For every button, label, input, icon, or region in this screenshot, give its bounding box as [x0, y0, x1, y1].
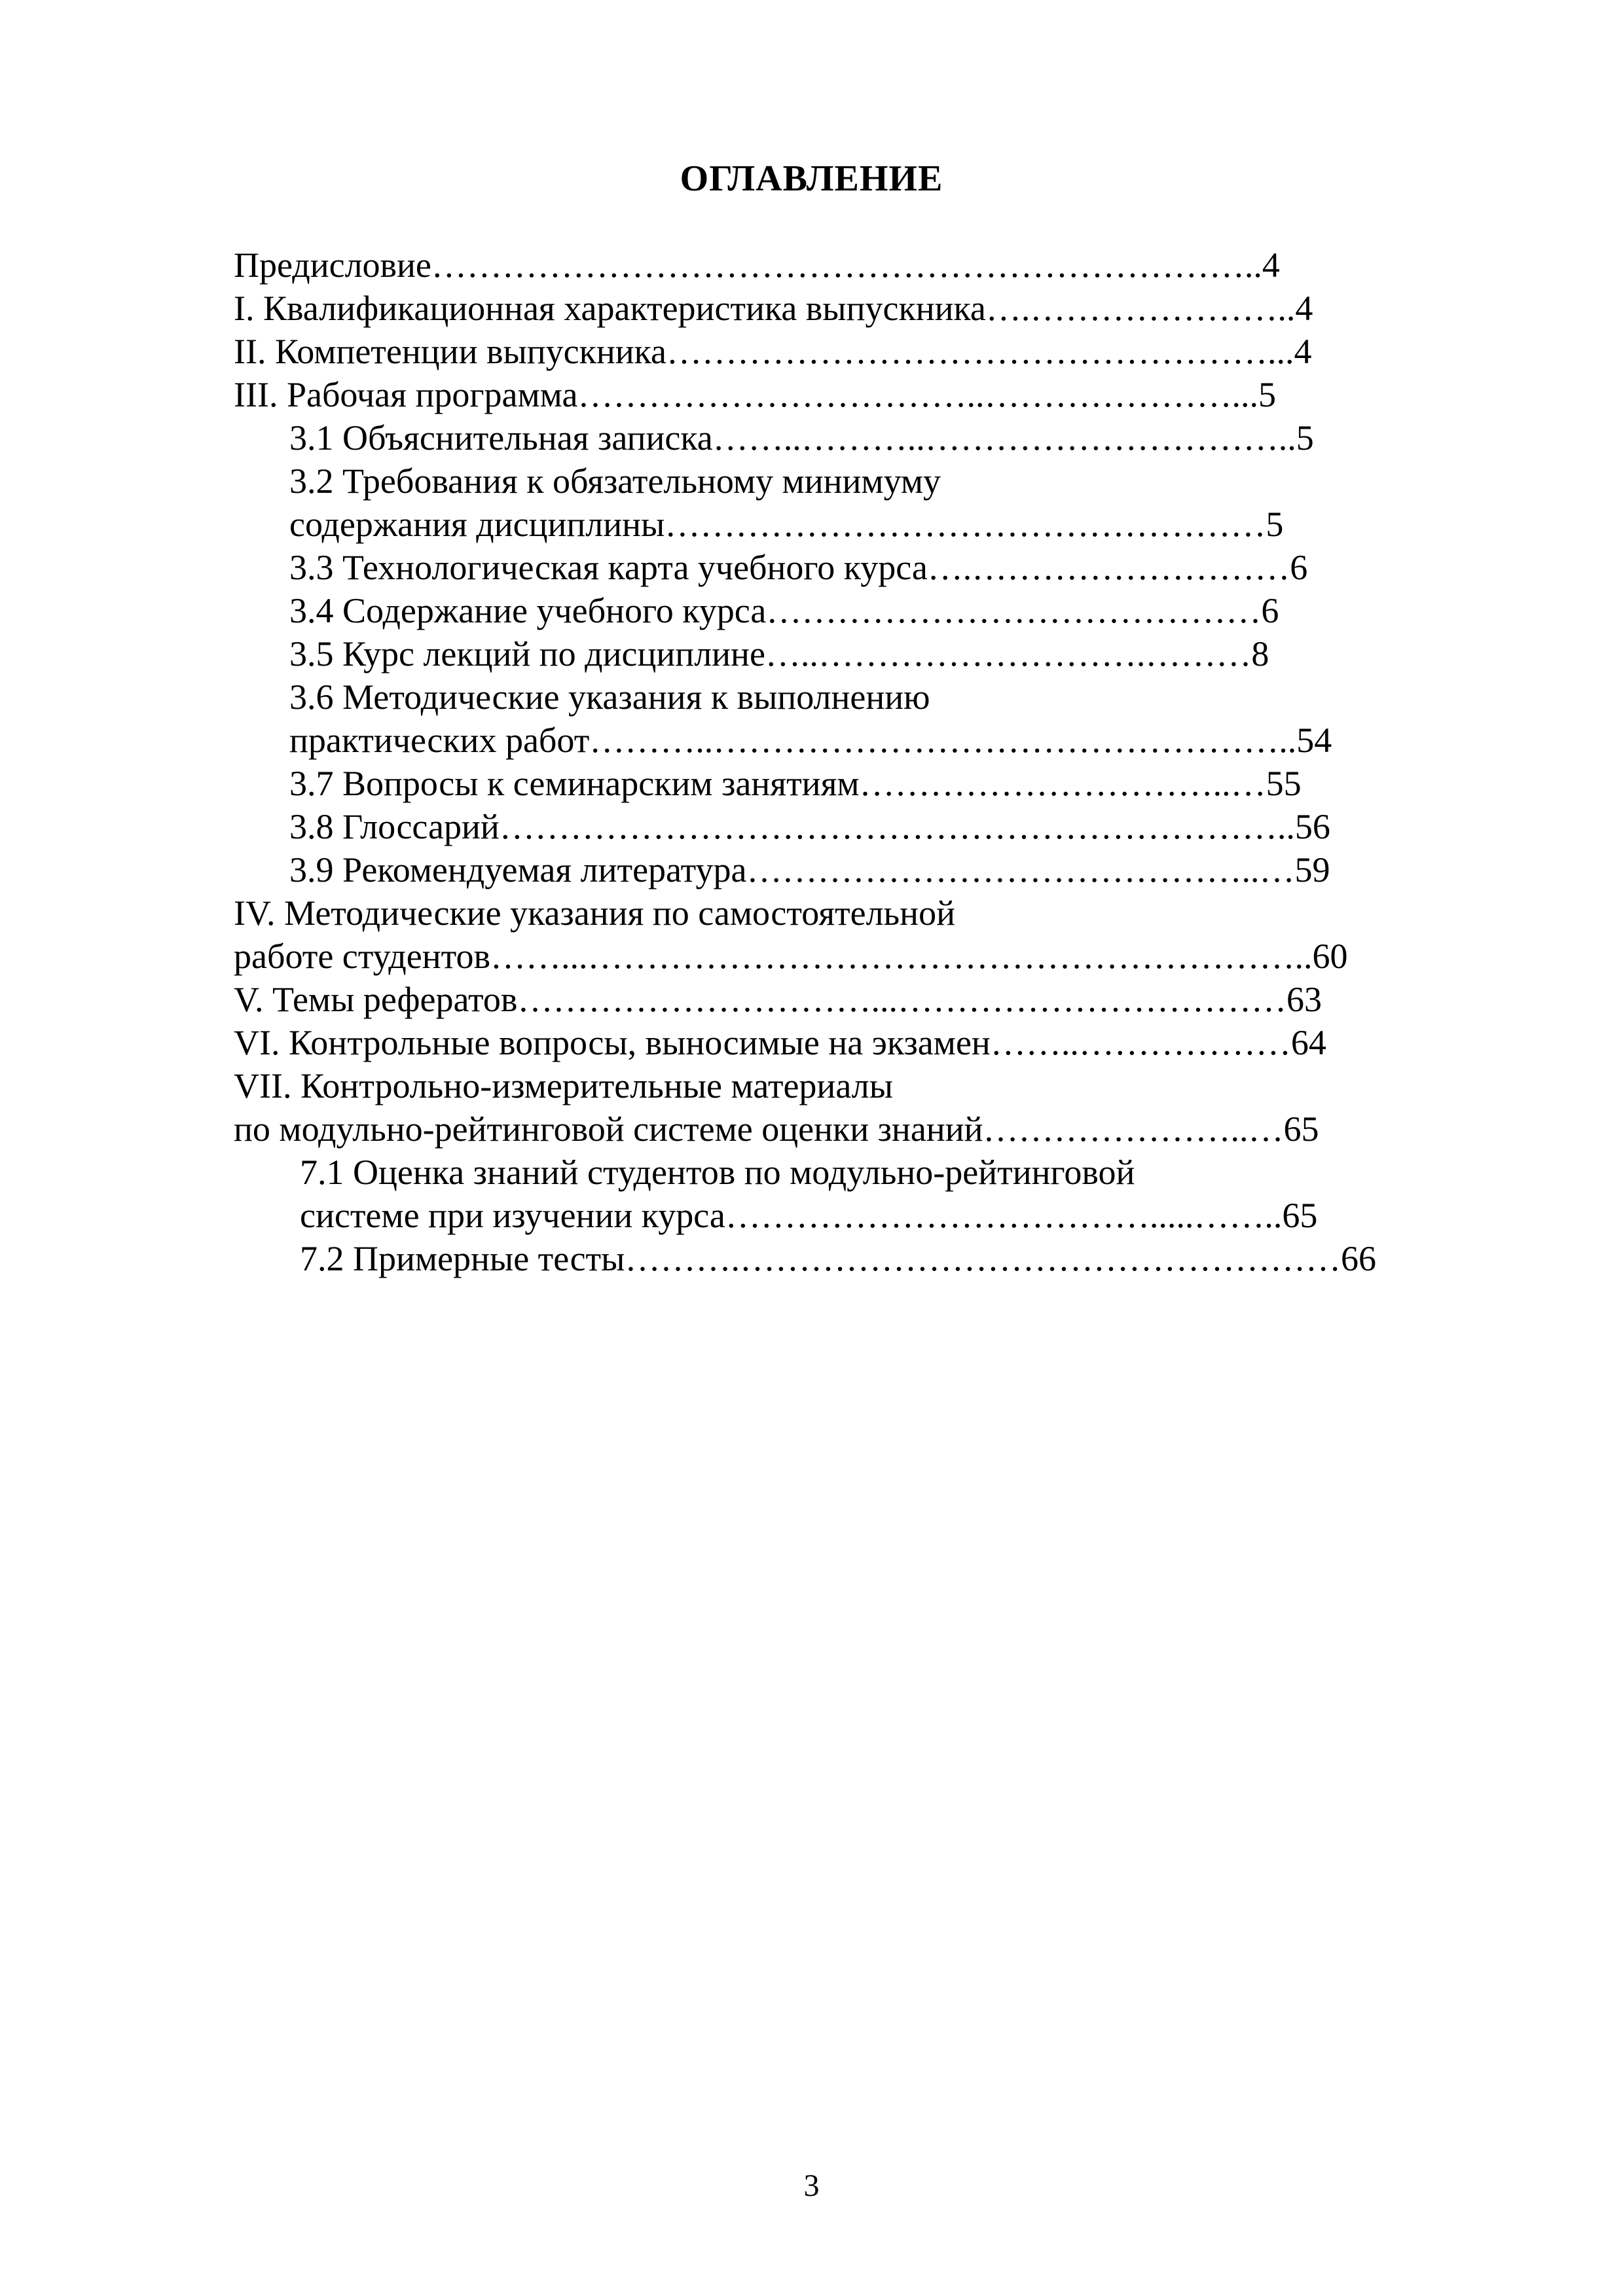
toc-entry-leader: …………………………………………… [665, 505, 1266, 544]
toc-entry-label: 3.3 Технологическая карта учебного курса [289, 548, 928, 587]
toc-entry-page: 60 [1312, 937, 1348, 976]
toc-entry-page: 5 [1258, 375, 1276, 414]
toc-entry-page: 64 [1290, 1023, 1326, 1062]
toc-entry [234, 978, 1429, 1021]
toc-entry-leader: ……………………………..…………………... [577, 375, 1258, 414]
toc-entry-label: содержания дисциплины [289, 505, 665, 544]
toc-entry [289, 762, 1429, 805]
toc-entry-page: 66 [1340, 1239, 1376, 1278]
toc-entry-leader: ….……………………… [927, 548, 1290, 587]
toc-entry-leader: ……..………..………………………….. [712, 418, 1296, 457]
toc-entry-label: Предисловие [234, 245, 431, 285]
toc-entry [289, 675, 1402, 719]
toc-entry-leader: ……………………………….....…….. [725, 1196, 1283, 1235]
toc-entry-leader: …………………..… [983, 1109, 1284, 1149]
toc-entry [234, 935, 1429, 978]
toc-entry-label: IV. Методические указания по самостоятельной [234, 893, 955, 933]
toc-entry [289, 589, 1402, 632]
toc-entry-label: I. Квалификационная характеристика выпускника [234, 289, 986, 328]
page-title: ОГЛАВЛЕНИЕ [680, 158, 943, 199]
toc-entry-page: 4 [1294, 332, 1312, 371]
toc-entry-label: системе при изучении курса [300, 1196, 725, 1235]
toc-entry-page: 65 [1283, 1109, 1319, 1149]
toc-entry [289, 459, 1402, 503]
toc-entry-label: III. Рабочая программа [234, 375, 578, 414]
toc-entry-label: 3.6 Методические указания к выполнению [289, 677, 930, 717]
toc-entry-label: 3.2 Требования к обязательному минимуму [289, 461, 941, 501]
toc-entry [234, 1107, 1429, 1151]
toc-entry-label: 3.7 Вопросы к семинарским занятиям [289, 764, 860, 803]
toc-entry [300, 1194, 1429, 1237]
toc-entry [234, 1021, 1429, 1064]
toc-entry-leader: ……..……………… [990, 1023, 1291, 1062]
toc-entry-page: 56 [1294, 807, 1330, 846]
toc-entry-page: 8 [1251, 634, 1269, 673]
toc-entry [300, 1151, 1429, 1194]
toc-entry-page: 63 [1286, 980, 1322, 1019]
toc-entry-leader: ………..………………………………………….. [589, 721, 1297, 760]
toc-entry-page: 5 [1296, 418, 1314, 457]
toc-entry-label: работе студентов [234, 937, 490, 976]
toc-entry-page: 6 [1261, 591, 1279, 630]
toc-entry [289, 848, 1429, 891]
toc-entry [289, 503, 1402, 546]
toc-entry-label: 3.9 Рекомендуемая литература [289, 850, 747, 889]
toc-entry-leader: ………………………………………………………….. [499, 807, 1295, 846]
toc-entry-leader: ……….…………………………………………… [625, 1239, 1341, 1278]
toc-entry [289, 416, 1402, 459]
toc-entry-leader: …………………………………………………………….. [431, 245, 1262, 285]
toc-entry-leader: ……...…………………………………………………….. [490, 937, 1313, 976]
toc-entry-label: VII. Контрольно-измерительные материалы [234, 1066, 893, 1105]
toc-entry [234, 287, 1402, 330]
toc-entry [234, 1064, 1429, 1107]
toc-entry [289, 805, 1429, 848]
toc-entry-page: 4 [1295, 289, 1313, 328]
toc-entry [234, 243, 1402, 287]
toc-entry-label: 3.5 Курс лекций по дисциплине [289, 634, 765, 673]
toc-entry-label: по модульно-рейтинговой системе оценки знаний [234, 1109, 983, 1149]
toc-entry-page: 55 [1266, 764, 1302, 803]
page-number: 3 [803, 2168, 820, 2203]
toc-entry-label: 3.4 Содержание учебного курса [289, 591, 767, 630]
toc-entry-leader: ……………………………………………... [666, 332, 1294, 371]
toc-entry-page: 4 [1262, 245, 1280, 285]
toc-entry-label: 3.8 Глоссарий [289, 807, 500, 846]
toc-entry-page: 65 [1282, 1196, 1318, 1235]
toc-entry-label: 7.2 Примерные тесты [300, 1239, 625, 1278]
toc-entry-leader: …………………………..… [859, 764, 1266, 803]
toc-entry-label: II. Компетенции выпускника [234, 332, 667, 371]
toc-entry [289, 632, 1402, 675]
toc-entry-page: 59 [1294, 850, 1330, 889]
toc-entry-leader: …………………………...…………………………… [517, 980, 1286, 1019]
toc-entry-page: 6 [1290, 548, 1308, 587]
toc-entry [234, 891, 1429, 935]
toc-entry-leader: …………………………………… [766, 591, 1262, 630]
toc-entry-label: V. Темы рефератов [234, 980, 518, 1019]
toc-entry-label: 7.1 Оценка знаний студентов по модульно-рейтинговой [300, 1153, 1135, 1192]
toc-entry-leader: ….………………….. [985, 289, 1296, 328]
toc-entry [300, 1237, 1429, 1280]
toc-entry-leader: …..……………………….……… [765, 634, 1252, 673]
toc-entry-leader: ……………………………………..… [746, 850, 1295, 889]
toc-entry-label: VI. Контрольные вопросы, выносимые на экзамен [234, 1023, 991, 1062]
toc-entry [289, 546, 1402, 589]
toc-entry-page: 54 [1296, 721, 1332, 760]
toc-entry-label: 3.1 Объяснительная записка [289, 418, 713, 457]
toc-entry-page: 5 [1266, 505, 1284, 544]
toc-entry-label: практических работ [289, 721, 590, 760]
toc-entry [289, 719, 1429, 762]
toc-entry [234, 373, 1402, 416]
toc-entry [234, 330, 1402, 373]
